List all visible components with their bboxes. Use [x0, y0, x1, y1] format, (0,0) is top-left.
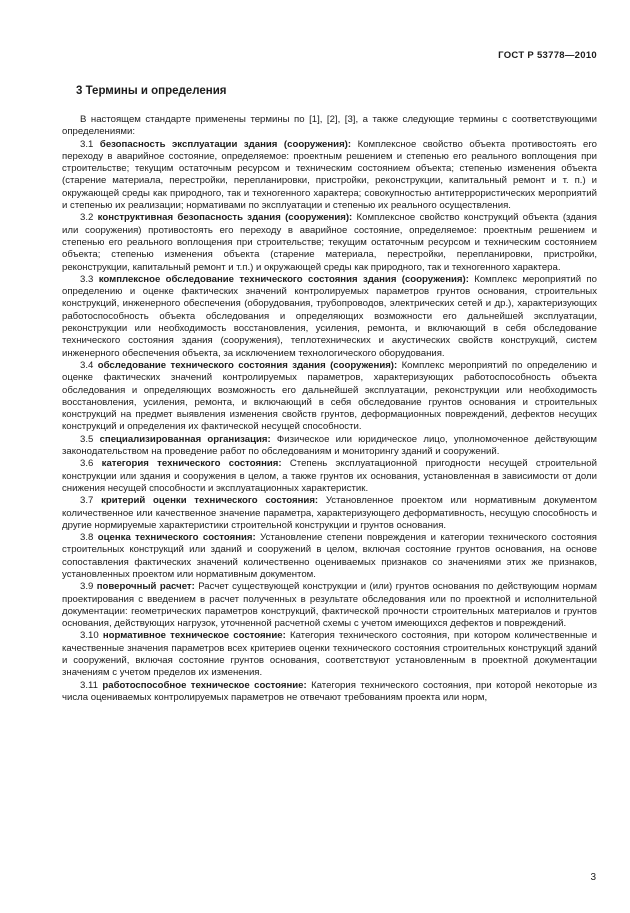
- document-code-header: ГОСТ Р 53778—2010: [498, 50, 597, 61]
- document-body: [62, 114, 597, 862]
- term-paragraph-3.8: [62, 532, 597, 581]
- term-name: специализированная организация:: [99, 433, 271, 445]
- term-definition: Расчет существующей конструкции и (или) грунтов основания по действующим нормам проектирования с введением в расчет полученных в результате обследования или по проектной и исполнительной документации: геометрических параметров конструкций, фактической прочности строительных материалов и грунтов основания, действующих нагрузок, уточненной расчетной схемы с учетом имеющихся дефектов и повреждений.: [62, 581, 597, 630]
- term-definition: Категория технического состояния, при которой некоторые из числа оцениваемых контролируемых параметров не отвечают требованиям проекта или норм,: [62, 679, 597, 703]
- term-paragraph-3.3: [62, 274, 597, 360]
- term-definition: Комплекс мероприятий по определению и оценке фактических значений контролируемых параметров, характеризующих работоспособность объекта обследования и определяющих возможность его дальнейшей эксплуатации, реконструкции или необходимость восстановления, усиления, ремонта, и включающий в себя обследование грунтов основания и строительных конструкций на предмет выявления изменения свойств грунтов, деформационных повреждений, дефектов несущих конструкций и определения их фактической несущей способности.: [62, 359, 597, 433]
- term-number: 3.8: [80, 532, 94, 544]
- term-name: обследование технического состояния здания (сооружения):: [97, 359, 398, 371]
- term-definition: Степень эксплуатационной пригодности несущей строительной конструкции или здания и сооружения в целом, а также грунтов их основания, установленная в зависимости от доли снижения несущей способности и эксплуатационных характеристик.: [62, 458, 597, 494]
- term-paragraph-3.2: [62, 212, 597, 273]
- term-name: комплексное обследование технического состояния здания (сооружения):: [98, 273, 469, 285]
- terms-list: [62, 139, 597, 705]
- term-name: работоспособное техническое состояние:: [102, 679, 307, 691]
- term-definition: Комплекс мероприятий по определению и оценке фактических значений контролируемых параметров грунтов основания, строительных конструкций, инженерного обеспечения (оборудования, трубопроводов, электрических сетей и др.), характеризующих работоспособность объекта обследования и определяющих возможности его дальнейшей эксплуатации, реконструкции или необходимость восстановления, усиления, ремонта, и включающий в себя обследование технического состояния здания (сооружения), теплотехнических и акустических свойств конструкций, систем инженерного обеспечения объекта, за исключением технологического оборудования.: [62, 273, 597, 359]
- term-name: безопасность эксплуатации здания (сооружения):: [99, 138, 352, 150]
- term-number: 3.4: [80, 359, 94, 371]
- term-number: 3.9: [80, 581, 94, 593]
- term-name: категория технического состояния:: [101, 458, 282, 470]
- term-definition: Установленное проектом или нормативным документом количественное или качественное значение параметра, характеризующего деформативность, несущую способность и другие нормируемые характеристики строительной конструкции и грунтов основания.: [62, 495, 597, 531]
- term-number: 3.3: [80, 273, 94, 285]
- term-number: 3.1: [80, 138, 94, 150]
- term-number: 3.2: [80, 212, 94, 224]
- term-number: 3.7: [80, 495, 94, 507]
- term-number: 3.5: [80, 433, 94, 445]
- intro-paragraph: В настоящем стандарте применены термины по [1], [2], [3], а также следующие термины с соответствующими определениями:: [62, 114, 597, 138]
- term-name: критерий оценки технического состояния:: [101, 495, 319, 507]
- term-paragraph-3.11: [62, 680, 597, 705]
- term-number: 3.10: [80, 630, 99, 642]
- page-number: 3: [590, 872, 596, 883]
- term-paragraph-3.6: [62, 458, 597, 495]
- term-paragraph-3.9: [62, 581, 597, 630]
- term-name: конструктивная безопасность здания (сооружения):: [97, 212, 353, 224]
- term-definition: Установление степени повреждения и категории технического состояния строительных конструкций или зданий и сооружений в целом, включая состояние грунтов основания, на основе сопоставления фактических значений количественно оцениваемых признаков со значениями этих же признаков, установленных проектом или нормативным документом.: [62, 532, 597, 580]
- term-paragraph-3.7: [62, 495, 597, 532]
- section-title: 3 Термины и определения: [76, 85, 227, 97]
- term-name: оценка технического состояния:: [97, 532, 256, 544]
- term-paragraph-3.10: [62, 630, 597, 679]
- term-definition: Комплексное свойство объекта противостоять его переходу в аварийное состояние, определяемое: проектным решением и степенью его реального воплощения при строительстве; текущим остаточным ресурсом и техническим состоянием объекта; степенью изменения объекта (старение материала, перестройки, перепланировки, пристройки, реконструкции, капитальный ремонт и т. п.) и окружающей среды как природного, так и техногенного характера; совокупностью антитеррористических мероприятий и степенью их реализации; нормативами по эксплуатации и степенью их реального осуществления.: [62, 138, 597, 212]
- term-number: 3.11: [80, 679, 98, 691]
- term-name: поверочный расчет:: [96, 581, 195, 593]
- term-paragraph-3.5: [62, 434, 597, 459]
- term-definition: Комплексное свойство конструкций объекта (здания или сооружения) противостоять его переходу в аварийное состояние, определяемое: проектным решением и степенью его реального воплощения при строительстве; текущим остаточным ресурсом и техническим состоянием объекта; степенью изменения объекта (старение материала, перестройки, перепланировки, пристройки, реконструкции, капитальный ремонт и т.п.) и окружающей среды как природного, так и техногенного характера.: [62, 212, 597, 273]
- term-paragraph-3.1: [62, 139, 597, 213]
- term-number: 3.6: [80, 458, 94, 470]
- term-paragraph-3.4: [62, 360, 597, 434]
- term-name: нормативное техническое состояние:: [102, 630, 286, 642]
- term-definition: Физическое или юридическое лицо, уполномоченное действующим законодательством на проведение работ по обследованиям и мониторингу зданий и сооружений.: [62, 433, 597, 458]
- term-definition: Категория технического состояния, при котором количественные и качественные значения параметров всех критериев оценки технического состояния строительных конструкций зданий и сооружений, включая состояние грунтов основания, соответствуют установленным в проектной документации значениям с учетом пределов их изменения.: [62, 630, 597, 679]
